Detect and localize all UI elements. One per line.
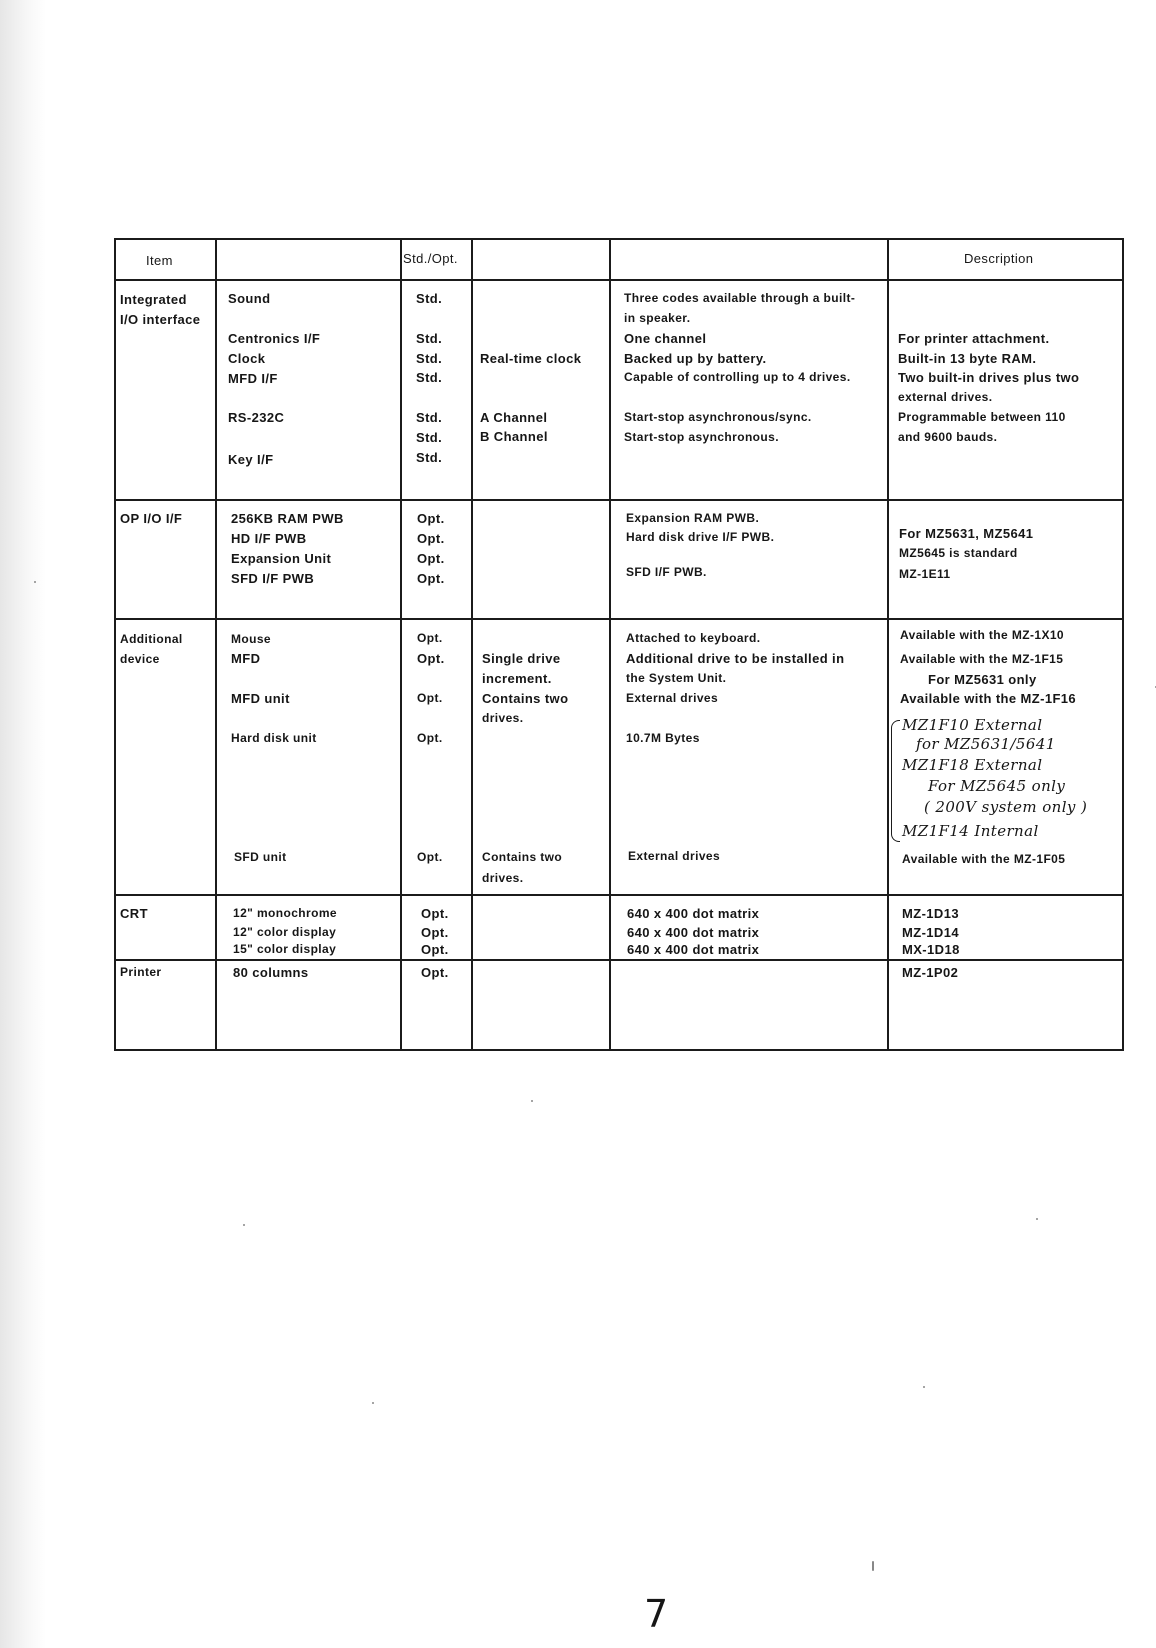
description-text: Available with the MZ-1F15 — [900, 652, 1064, 666]
header-std-opt: Std./Opt. — [403, 251, 458, 266]
component-name: Clock — [228, 351, 266, 366]
detail-text: Backed up by battery. — [624, 351, 767, 366]
std-opt-value: Opt. — [417, 571, 445, 586]
description-text: MZ-1D13 — [902, 906, 959, 921]
description-text: MZ-1P02 — [902, 965, 959, 980]
component-name: Hard disk unit — [231, 731, 317, 745]
std-opt-value: Std. — [416, 291, 443, 306]
component-name: 12" monochrome — [233, 906, 337, 920]
description-text: Programmable between 110 — [898, 410, 1066, 424]
std-opt-value: Opt. — [421, 965, 449, 980]
page-number: 7 — [644, 1592, 669, 1636]
item-label: I/O interface — [120, 312, 201, 327]
detail-text: Capable of controlling up to 4 drives. — [624, 370, 851, 384]
feature-text: drives. — [482, 711, 524, 725]
detail-text: Three codes available through a built- — [624, 291, 856, 305]
item-label: Additional — [120, 632, 183, 646]
component-name: Centronics I/F — [228, 331, 321, 346]
description-text: Built-in 13 byte RAM. — [898, 351, 1037, 366]
detail-text: 10.7M Bytes — [626, 731, 700, 745]
handwritten-note: MZ1F14 Internal — [902, 822, 1039, 840]
description-text: Available with the MZ-1F05 — [902, 852, 1066, 866]
detail-text: Expansion RAM PWB. — [626, 511, 760, 525]
detail-text: 640 x 400 dot matrix — [627, 906, 760, 921]
component-name: Key I/F — [228, 452, 274, 467]
scanned-page-edge — [0, 0, 46, 1648]
feature-text: increment. — [482, 671, 552, 686]
std-opt-value: Opt. — [417, 731, 443, 745]
detail-text: Hard disk drive I/F PWB. — [626, 530, 775, 544]
detail-text: External drives — [626, 691, 719, 705]
detail-text: SFD I/F PWB. — [626, 565, 707, 579]
description-text: MX-1D18 — [902, 942, 960, 957]
detail-text: Start-stop asynchronous. — [624, 430, 779, 444]
feature-text: Single drive — [482, 651, 561, 666]
description-text: MZ5645 is standard — [899, 546, 1018, 560]
std-opt-value: Std. — [416, 351, 443, 366]
component-name: RS-232C — [228, 410, 285, 425]
detail-text: Additional drive to be installed in — [626, 651, 845, 666]
description-text: For MZ5631, MZ5641 — [899, 526, 1034, 541]
component-name: Sound — [228, 291, 271, 306]
header-description: Description — [964, 251, 1034, 266]
description-text: external drives. — [898, 390, 993, 404]
detail-text: Attached to keyboard. — [626, 631, 761, 645]
detail-text: 640 x 400 dot matrix — [627, 925, 760, 940]
handwritten-note: for MZ5631/5641 — [916, 735, 1056, 753]
item-label: Printer — [120, 965, 162, 979]
description-text: Available with the MZ-1F16 — [900, 691, 1077, 706]
description-text: Two built-in drives plus two — [898, 370, 1080, 385]
std-opt-value: Opt. — [417, 551, 445, 566]
std-opt-value: Std. — [416, 430, 443, 445]
std-opt-value: Opt. — [421, 925, 449, 940]
feature-text: A Channel — [480, 410, 548, 425]
feature-text: Contains two — [482, 850, 563, 864]
std-opt-value: Opt. — [417, 531, 445, 546]
feature-text: drives. — [482, 871, 524, 885]
component-name: MFD unit — [231, 691, 290, 706]
std-opt-value: Std. — [416, 370, 443, 385]
component-name: HD I/F PWB — [231, 531, 307, 546]
std-opt-value: Opt. — [417, 691, 443, 705]
description-text: For printer attachment. — [898, 331, 1050, 346]
handwritten-note: ( 200V system only ) — [924, 798, 1088, 816]
feature-text: Real-time clock — [480, 351, 582, 366]
std-opt-value: Opt. — [417, 651, 445, 666]
description-text: MZ-1E11 — [899, 567, 951, 581]
std-opt-value: Std. — [416, 450, 443, 465]
component-name: 80 columns — [233, 965, 309, 980]
detail-text: in speaker. — [624, 311, 691, 325]
component-name: Mouse — [231, 632, 272, 646]
component-name: Expansion Unit — [231, 551, 332, 566]
item-label: OP I/O I/F — [120, 511, 183, 526]
component-name: MFD — [231, 651, 261, 666]
component-name: 12" color display — [233, 925, 337, 939]
std-opt-value: Opt. — [417, 511, 445, 526]
item-label: Integrated — [120, 292, 187, 307]
component-name: SFD I/F PWB — [231, 571, 315, 586]
std-opt-value: Opt. — [417, 631, 443, 645]
feature-text: Contains two — [482, 691, 569, 706]
std-opt-value: Opt. — [421, 906, 449, 921]
description-text: For MZ5631 only — [928, 672, 1037, 687]
description-text: and 9600 bauds. — [898, 430, 998, 444]
description-text: MZ-1D14 — [902, 925, 959, 940]
component-name: 256KB RAM PWB — [231, 511, 344, 526]
handwritten-note: MZ1F18 External — [902, 756, 1043, 774]
description-text: Available with the MZ-1X10 — [900, 628, 1064, 642]
item-label: device — [120, 652, 160, 666]
handwritten-brace — [891, 720, 900, 842]
std-opt-value: Std. — [416, 331, 443, 346]
detail-text: Start-stop asynchronous/sync. — [624, 410, 812, 424]
handwritten-note: For MZ5645 only — [928, 777, 1066, 795]
std-opt-value: Opt. — [417, 850, 443, 864]
detail-text: One channel — [624, 331, 707, 346]
handwritten-note: MZ1F10 External — [902, 716, 1043, 734]
std-opt-value: Std. — [416, 410, 443, 425]
item-label: CRT — [120, 906, 148, 921]
detail-text: 640 x 400 dot matrix — [627, 942, 760, 957]
std-opt-value: Opt. — [421, 942, 449, 957]
specification-table — [114, 238, 1124, 1051]
feature-text: B Channel — [480, 429, 548, 444]
component-name: 15" color display — [233, 942, 337, 956]
component-name: SFD unit — [234, 850, 287, 864]
component-name: MFD I/F — [228, 371, 278, 386]
header-item: Item — [146, 253, 173, 268]
detail-text: the System Unit. — [626, 671, 727, 685]
detail-text: External drives — [628, 849, 721, 863]
